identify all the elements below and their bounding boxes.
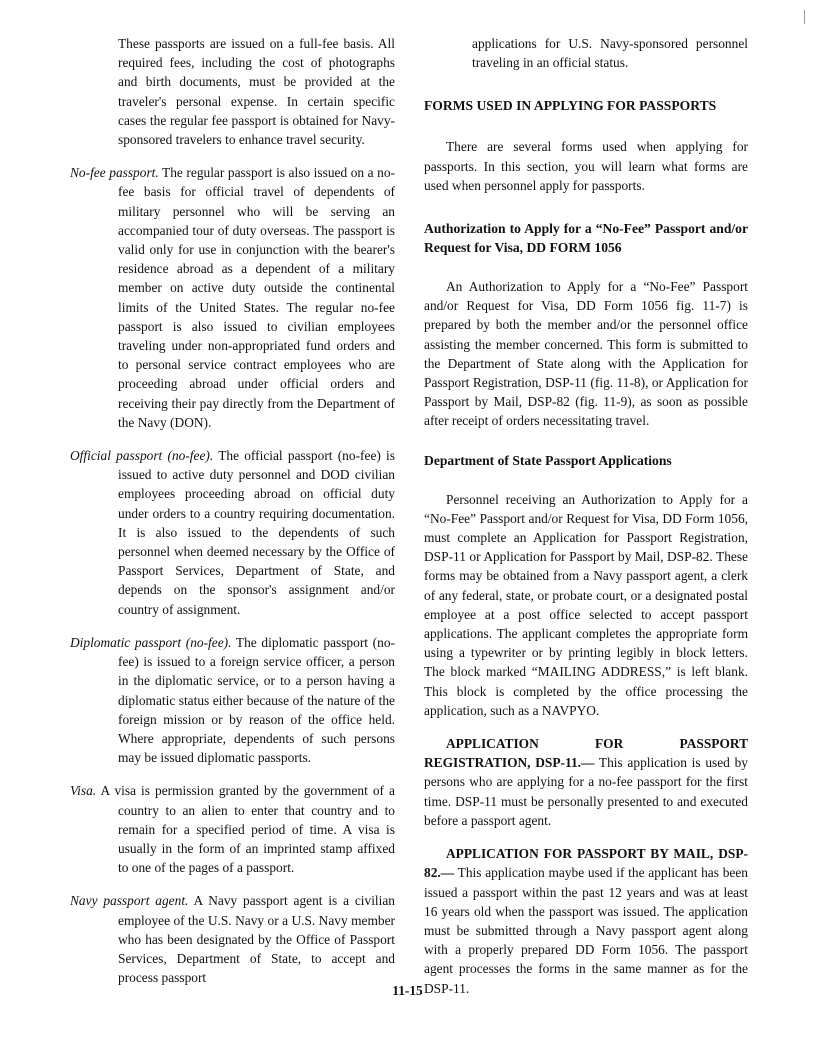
right-column <box>424 34 748 1012</box>
dsp82-paragraph <box>424 844 748 998</box>
visa-text: A visa is permission granted by the government of a country to an alien to enter that country and to remain for a specified period of time. A visa is usually in the form of an imprinted stamp affixed to one of the pages of a passport. <box>96 783 395 876</box>
visa-entry <box>70 781 395 877</box>
official-passport-text: The official passport (no-fee) is issued to active duty personnel and DOD civilian employees proceeding abroad on official duty under orders to a country requiring documentation. It is also issued to the dependents of such personnel when deemed necessary by the Office of Passport Services, Department of State, and depends on the sponsor's assignment and/or country of assignment. <box>118 448 395 617</box>
page-number: 11-15 <box>392 983 423 998</box>
forms-paragraph: There are several forms used when applying for passports. In this section, you will learn what forms are used when personnel apply for passports. <box>424 139 748 193</box>
full-fee-paragraph: These passports are issued on a full-fee basis. All required fees, including the cost of photographs and birth documents, must be provided at the traveler's personal expense. In certain specific cases the regular fee passport is obtained for Navy-sponsored travelers to enhance travel security. <box>118 36 395 148</box>
scan-edge-mark <box>804 10 805 24</box>
dsp82-text: This application maybe used if the applicant has been issued a passport within the past 12 years and was at least 16 years old when the passport was issued. The application must be submitted through a Navy passport agent along with a properly prepared DD Form 1056. The passport agent processes the forms in the same manner as for the DSP-11. <box>424 865 748 996</box>
dsp11-paragraph <box>424 734 748 830</box>
dsp11-text: This application is used by persons who are applying for a no-fee passport for the first time. DSP-11 must be personally presented to and executed before a passport agent. <box>424 755 748 828</box>
diplomatic-passport-text: The diplomatic passport (no-fee) is issued to a foreign service officer, a person in the diplomatic service, or to a person having a diplomatic status either because of the nature of the foreign mission or by reason of the office held. Where appropriate, dependents of such persons may be issued diplomatic passports. <box>118 634 395 766</box>
no-fee-passport-term: No-fee passport. <box>70 165 159 181</box>
no-fee-passport-text: The regular passport is also issued on a no-fee basis for official travel of dependents of military personnel who will be serving an accompanied tour of duty overseas. The passport is valid only for use in conjunction with the bearer's residence abroad as a dependent of a military member on active duty outside the continental limits of the United States. The regular no-fee passport is also issued to civilian employees traveling under non-appropriated fund orders and to personal service contract employees who are proceeding abroad under official orders and receiving their pay directly from the Department of the Navy (DON). <box>118 165 395 430</box>
navy-passport-agent-text: A Navy passport agent is a civilian employee of the U.S. Navy or a U.S. Navy member who has been designated by the Office of Passport Services, Department of State, to accept and process passport <box>118 893 395 986</box>
left-column <box>70 34 395 1001</box>
diplomatic-passport-term: Diplomatic passport (no-fee). <box>70 634 232 650</box>
no-fee-passport-entry <box>70 163 395 432</box>
diplomatic-passport-entry <box>70 633 395 767</box>
dsp11-lead: APPLICATION FOR PASSPORT REGISTRATION, DSP-11.— <box>424 736 748 771</box>
navy-passport-agent-term: Navy passport agent. <box>70 893 189 909</box>
navy-passport-agent-entry <box>70 891 395 987</box>
visa-term: Visa. <box>70 783 97 799</box>
official-passport-term: Official passport (no-fee). <box>70 448 214 464</box>
official-passport-entry <box>70 446 395 619</box>
dd1056-paragraph: An Authorization to Apply for a “No-Fee” Passport and/or Request for Visa, DD Form 1056 fig. 11-7) is prepared by both the member and/or the personnel office assisting the member concerned. This form is submitted to the Department of State along with the Application for Passport Registration, DSP-11 (fig. 11-8), or Application for Passport by Mail, DSP-82 (fig. 11-9), as soon as possible after receipt of orders necessitating travel. <box>424 279 748 429</box>
dos-applications-paragraph: Personnel receiving an Authorization to Apply for a “No-Fee” Passport and/or Request for Visa, DD Form 1056, must complete an Application for Passport Registration, DSP-11 or Application for Passport by Mail, DSP-82. These forms may be obtained from a Navy passport agent, a clerk of any federal, state, or probate court, or a designated postal employee at a post office selected to accept passport applications. The applicant completes the appropriate form using a typewriter or by printing legibly in block letters. The block marked “MAILING ADDRESS,” is left blank. This block is completed by the office processing the application, such as a NAVPYO. <box>424 491 748 718</box>
dd1056-heading: Authorization to Apply for a “No-Fee” Passport and/or Request for Visa, DD FORM 1056 <box>424 221 748 256</box>
dos-applications-heading: Department of State Passport Applications <box>424 452 672 468</box>
dsp82-lead: APPLICATION FOR PASSPORT BY MAIL, DSP-82.— <box>424 846 748 881</box>
agent-continuation: applications for U.S. Navy-sponsored personnel traveling in an official status. <box>472 36 748 71</box>
forms-heading: FORMS USED IN APPLYING FOR PASSPORTS <box>424 98 717 114</box>
